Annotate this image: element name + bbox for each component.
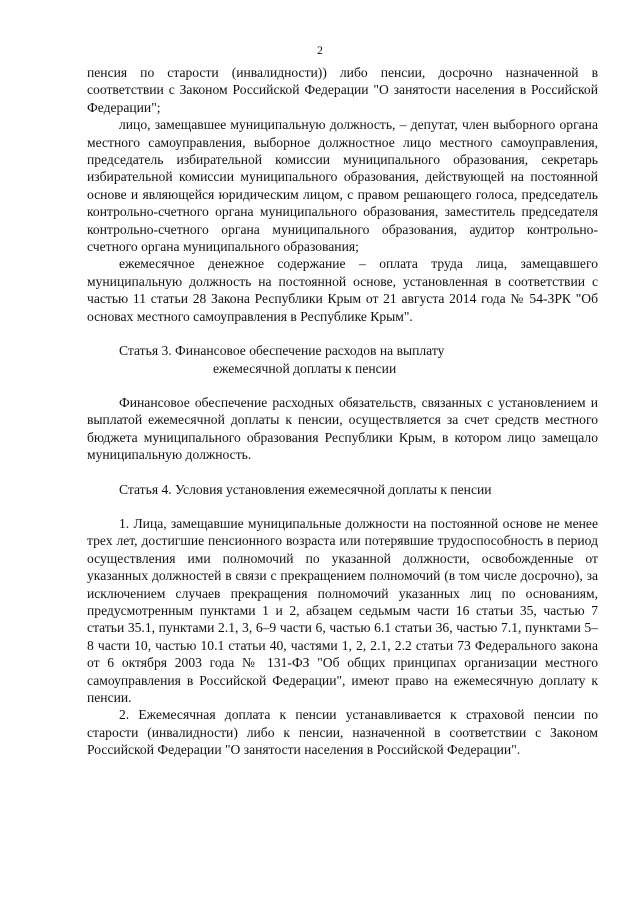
article-3-title-line-2: ежемесячной доплаты к пенсии [213,360,397,376]
paragraph-pension-definition-end: пенсия по старости (инвалидности)) либо пенсии, досрочно назначенной в соответствии с Законом Российской Федерации "О занятости населения в Российской Федерации"; [87,65,598,115]
article-3-heading [87,342,598,377]
paragraph-municipal-official-definition: лицо, замещавшее муниципальную должность, – депутат, член выборного органа местного самоуправления, выборное должностное лицо местного самоуправления, председатель избирательной комиссии муниципального образования, секретарь избирательной комиссии муниципального образования, действующей на постоянной основе и являющейся юридическим лицом, с правом решающего голоса, председатель контрольно-счетного органа муниципального образования, заместитель председателя контрольно-счетного органа муниципального образования, аудитор контрольно-счетного органа муниципального образования; [87,117,598,255]
article-3-title-line-1: Статья 3. Финансовое обеспечение расходов на выплату [119,343,445,359]
article-3-text: Финансовое обеспечение расходных обязательств, связанных с установлением и выплатой ежемесячной доплаты к пенсии, осуществляется за счет средств местного бюджета муниципального образования Республики Крым, в котором лицо замещало муниципальную должность. [87,394,598,463]
page-number: 2 [317,43,323,57]
paragraph-monthly-salary-definition: ежемесячное денежное содержание – оплата труда лица, замещавшего муниципальную должность на постоянной основе, установленная в соответствии с частью 11 статьи 28 Закона Республики Крым от 21 августа 2014 года № 54-ЗРК "Об основах местного самоуправления в Республике Крым". [87,256,598,324]
article-4-item-1: 1. Лица, замещавшие муниципальные должности на постоянной основе не менее трех лет, достигшие пенсионного возраста или потерявшие трудоспособность в период осуществления ими полномочий по указанной должности, освобожденные от указанных должностей в связи с прекращением полномочий (в том числе досрочно), за исключением случаев прекращения полномочий указанных лиц по основаниям, предусмотренным пунктами 1 и 2, абзацем седьмым части 16 статьи 35, частью 7 статьи 35.1, пунктами 2.1, 3, 6–9 части 6, частью 6.1 статьи 36, частью 7.1, пунктами 5–8 части 10, частью 10.1 статьи 40, частями 1, 2, 2.1, 2.2 статьи 73 Федерального закона от 6 октября 2003 года № 131-ФЗ "Об общих принципах организации местного самоуправления в Российской Федерации", имеют право на ежемесячную доплату к пенсии. [87,515,598,705]
article-4-item-2: 2. Ежемесячная доплата к пенсии устанавливается к страховой пенсии по старости (инвалидности) либо к пенсии, назначенной в соответствии с Законом Российской Федерации "О занятости населения в Российской Федерации". [87,707,598,758]
document-body [87,64,598,759]
article-4-heading: Статья 4. Условия установления ежемесячной доплаты к пенсии [119,481,492,497]
